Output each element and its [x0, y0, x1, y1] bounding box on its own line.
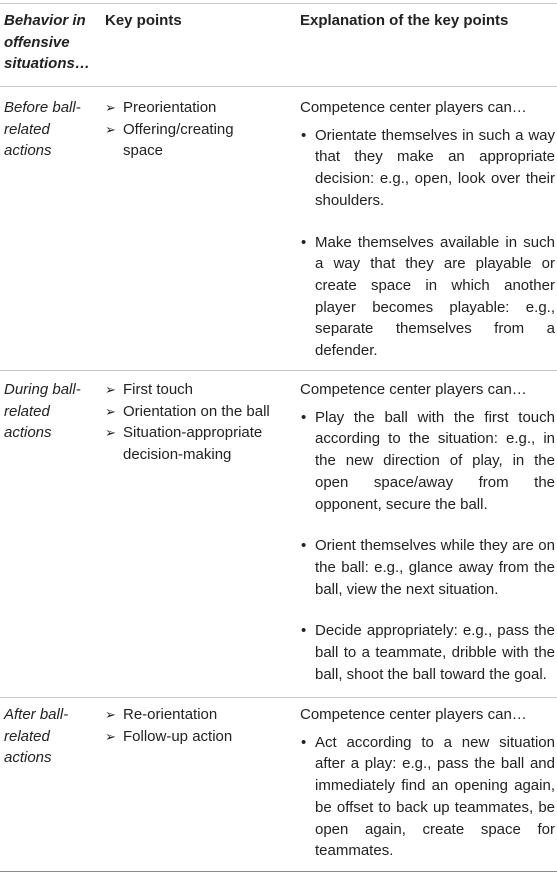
key-point-item: ➢ First touch	[105, 379, 275, 401]
arrowhead-icon: ➢	[105, 403, 116, 419]
key-point-item: ➢ Preorientation	[105, 97, 270, 119]
explanation-item: • Play the ball with the first touch according to the situation: e.g., in the new direction of play, in the open space/away from the opponent, secure the ball.	[301, 408, 555, 513]
explanation-item: • Act according to a new situation after a play: e.g., pass the ball and immediately find an opening again, be offset to back up teammates, be open again, create space for teammates.	[301, 733, 555, 860]
key-point-item: ➢ Follow-up action	[105, 726, 275, 748]
explanation-item: • Orient themselves while they are on the ball: e.g., glance away from the ball, view the next situation.	[301, 537, 555, 598]
arrowhead-icon: ➢	[105, 728, 116, 744]
explanation-item: • Make themselves available in such a way that they are playable or create space in which another player becomes playable: e.g., separate themselves from a defender.	[301, 233, 555, 360]
bullet-icon: •	[301, 233, 307, 251]
key-points-during	[105, 379, 275, 466]
row-rule	[0, 370, 557, 371]
top-rule	[0, 3, 557, 4]
behavior-after: After ball-related actions	[4, 706, 69, 767]
header-rule	[0, 86, 557, 87]
explanation-item: • Decide appropriately: e.g., pass the ball to a teammate, dribble with the ball, shoot the ball toward the goal.	[301, 622, 555, 683]
bullet-icon: •	[301, 126, 307, 144]
key-points-after	[105, 704, 275, 747]
arrowhead-icon: ➢	[105, 100, 116, 115]
arrowhead-icon: ➢	[105, 121, 116, 137]
header-explanation: Explanation of the key points	[300, 12, 509, 29]
key-point-item: ➢ Orientation on the ball	[105, 401, 275, 423]
key-points-before	[105, 97, 270, 162]
key-point-item: ➢ Offering/creating space	[105, 120, 234, 160]
arrowhead-icon: ➢	[105, 382, 116, 397]
explanation-during	[300, 379, 555, 685]
row-rule	[0, 697, 557, 698]
bullet-icon: •	[301, 537, 307, 555]
header-behavior: Behavior in offensive situations…	[4, 12, 90, 73]
explanation-lead: Competence center players can…	[300, 706, 527, 723]
explanation-lead: Competence center players can…	[300, 99, 527, 116]
key-point-item: ➢ Re-orientation	[105, 704, 275, 726]
key-point-item: ➢ Situation-appropriate decision-making	[105, 424, 263, 464]
behavior-during: During ball-related actions	[4, 381, 81, 442]
explanation-item: • Orientate themselves in such a way that they make an appropriate decision: e.g., open, look over their shoulders.	[301, 126, 555, 209]
bullet-icon: •	[301, 408, 307, 426]
explanation-lead: Competence center players can…	[300, 381, 527, 398]
explanation-after	[300, 704, 555, 862]
bullet-icon: •	[301, 733, 307, 751]
bullet-icon: •	[301, 622, 307, 640]
behavior-before: Before ball-related actions	[4, 99, 81, 160]
arrowhead-icon: ➢	[105, 425, 116, 441]
arrowhead-icon: ➢	[105, 707, 116, 722]
header-key-points: Key points	[105, 12, 182, 29]
bottom-rule	[0, 871, 557, 872]
explanation-before	[300, 97, 555, 362]
